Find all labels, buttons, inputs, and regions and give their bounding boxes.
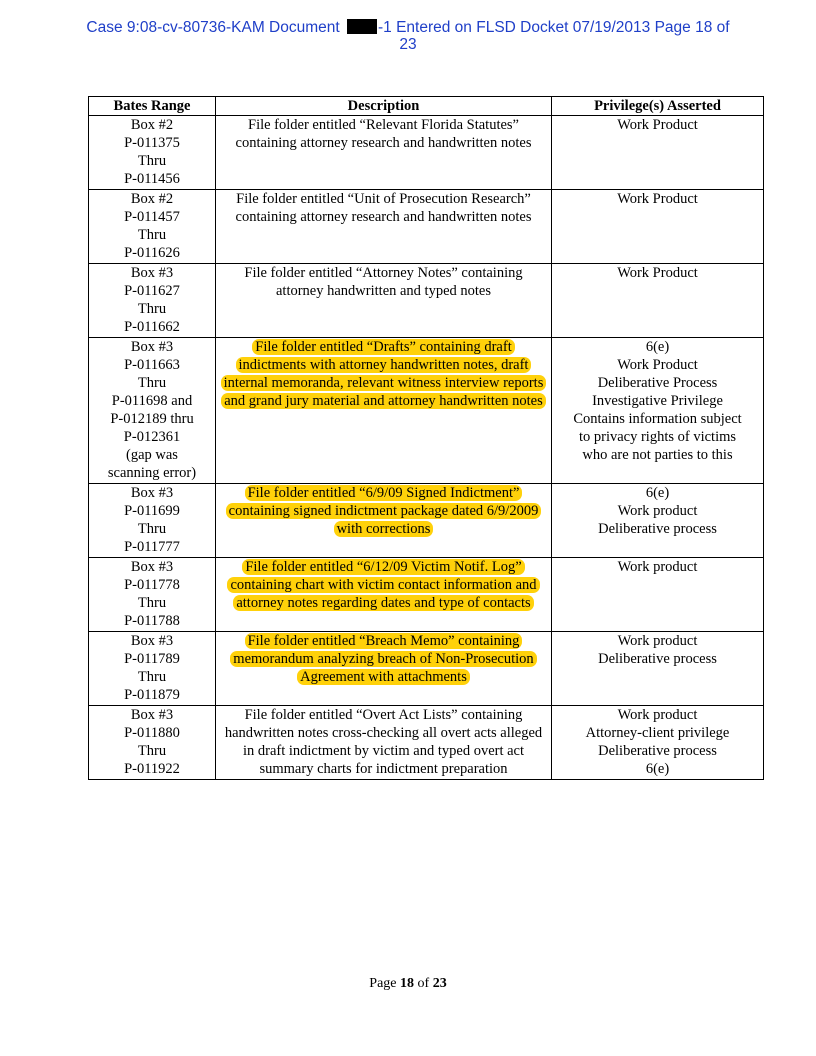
bates-range-line: Thru <box>137 301 167 317</box>
docket-header-line2: 23 <box>399 36 417 53</box>
highlighted-description-text: File folder entitled “6/12/09 Victim Notif. Log” containing chart with victim contact information and attorney notes regarding dates and type of contacts <box>227 559 539 611</box>
docket-header-line1 <box>0 19 816 36</box>
bates-range-line: Box #3 <box>130 633 174 649</box>
bates-range-line: Box #3 <box>130 559 174 575</box>
privileges-cell <box>552 706 764 780</box>
privilege-line: Deliberative process <box>598 651 717 667</box>
bates-range-line: P-011788 <box>124 613 180 629</box>
bates-range-cell <box>89 706 216 780</box>
description-text: File folder entitled “Attorney Notes” containing attorney handwritten and typed notes <box>244 265 523 299</box>
privilege-line: Deliberative Process <box>597 375 718 391</box>
privileges-cell <box>552 264 764 338</box>
description-text: File folder entitled “Relevant Florida Statutes” containing attorney research and handwritten notes <box>235 117 532 151</box>
description-text: File folder entitled “Unit of Prosecution Research” containing attorney research and handwritten notes <box>235 191 532 225</box>
column-header-description: Description <box>216 97 552 116</box>
privilege-line: Contains information subject <box>573 411 742 427</box>
bates-range-line: P-011778 <box>124 577 180 593</box>
table-row <box>89 558 764 632</box>
highlighted-description-text: File folder entitled “Breach Memo” containing memorandum analyzing breach of Non-Prosecution Agreement with attachments <box>230 633 536 685</box>
bates-range-line: Thru <box>137 669 167 685</box>
table-row <box>89 632 764 706</box>
footer-of: of <box>414 976 433 991</box>
bates-range-line: Thru <box>137 153 167 169</box>
bates-range-line: P-012361 <box>123 429 181 445</box>
privilege-line: Deliberative process <box>598 521 717 537</box>
bates-range-line: P-011879 <box>124 687 180 703</box>
bates-range-line: Thru <box>137 375 167 391</box>
privilege-log-table <box>88 96 764 780</box>
highlighted-description-text: File folder entitled “Drafts” containing draft indictments with attorney handwritten notes, draft internal memoranda, relevant witness interview reports and grand jury material and attorney handwritten notes <box>221 339 547 409</box>
bates-range-cell <box>89 264 216 338</box>
description-cell <box>216 706 552 780</box>
bates-range-line: P-011375 <box>124 135 180 151</box>
footer-prefix: Page <box>369 976 401 991</box>
bates-range-line: P-011626 <box>124 245 180 261</box>
docket-header <box>0 19 816 53</box>
bates-range-line: P-011698 and <box>111 393 193 409</box>
privilege-line: Work Product <box>617 117 698 133</box>
bates-range-line: Thru <box>137 227 167 243</box>
footer-current-page: 18 <box>400 976 415 991</box>
table-row <box>89 484 764 558</box>
privilege-line: who are not parties to this <box>582 447 733 463</box>
privilege-line: Work Product <box>617 357 698 373</box>
privilege-line: Work product <box>617 559 698 575</box>
privilege-line: Work Product <box>617 191 698 207</box>
privileges-cell <box>552 116 764 190</box>
privileges-cell <box>552 632 764 706</box>
bates-range-line: Thru <box>137 743 167 759</box>
description-cell <box>216 264 552 338</box>
bates-range-line: (gap was <box>126 447 178 463</box>
privilege-line: Deliberative process <box>598 743 717 759</box>
table-row <box>89 116 764 190</box>
privileges-cell <box>552 558 764 632</box>
privileges-cell <box>552 338 764 484</box>
bates-range-line: P-011456 <box>124 171 180 187</box>
privilege-line: 6(e) <box>645 761 670 777</box>
bates-range-line: P-011662 <box>124 319 180 335</box>
column-header-privileges: Privilege(s) Asserted <box>552 97 764 116</box>
bates-range-cell <box>89 338 216 484</box>
table-row <box>89 706 764 780</box>
privilege-line: 6(e) <box>645 485 670 501</box>
docket-header-text-b: -1 Entered on FLSD Docket 07/19/2013 Page 18 of <box>378 19 730 36</box>
bates-range-line: P-011627 <box>124 283 180 299</box>
bates-range-line: P-012189 thru <box>110 411 194 427</box>
privilege-line: Work product <box>617 503 698 519</box>
table-row <box>89 264 764 338</box>
bates-range-line: P-011777 <box>124 539 180 555</box>
privileges-cell <box>552 190 764 264</box>
table-row <box>89 190 764 264</box>
bates-range-cell <box>89 484 216 558</box>
description-cell <box>216 190 552 264</box>
table-header-row <box>89 97 764 116</box>
privileges-cell <box>552 484 764 558</box>
table-body <box>89 116 764 780</box>
description-cell <box>216 558 552 632</box>
bates-range-line: Thru <box>137 595 167 611</box>
bates-range-line: Box #2 <box>130 191 174 207</box>
privilege-line: Attorney-client privilege <box>585 725 730 741</box>
bates-range-line: Box #2 <box>130 117 174 133</box>
bates-range-cell <box>89 558 216 632</box>
privilege-line: to privacy rights of victims <box>578 429 737 445</box>
redaction-block <box>347 19 377 34</box>
privilege-line: Work Product <box>617 265 698 281</box>
description-cell <box>216 484 552 558</box>
bates-range-line: scanning error) <box>107 465 197 481</box>
bates-range-line: Box #3 <box>130 707 174 723</box>
highlighted-description-text: File folder entitled “6/9/09 Signed Indictment” containing signed indictment package dated 6/9/2009 with corrections <box>226 485 542 537</box>
bates-range-line: P-011922 <box>124 761 180 777</box>
page-footer <box>0 976 816 992</box>
description-text: File folder entitled “Overt Act Lists” containing handwritten notes cross-checking all overt acts alleged in draft indictment by victim and typed overt act summary charts for indictment preparation <box>224 707 543 777</box>
column-header-bates-range: Bates Range <box>89 97 216 116</box>
bates-range-cell <box>89 116 216 190</box>
bates-range-cell <box>89 190 216 264</box>
privilege-line: 6(e) <box>645 339 670 355</box>
bates-range-line: Box #3 <box>130 485 174 501</box>
footer-total-pages: 23 <box>432 976 447 991</box>
bates-range-cell <box>89 632 216 706</box>
bates-range-line: Thru <box>137 521 167 537</box>
bates-range-line: P-011699 <box>124 503 180 519</box>
bates-range-line: P-011663 <box>124 357 180 373</box>
description-cell <box>216 338 552 484</box>
bates-range-line: Box #3 <box>130 265 174 281</box>
bates-range-line: P-011880 <box>124 725 180 741</box>
table-row <box>89 338 764 484</box>
docket-header-text-a: Case 9:08-cv-80736-KAM Document <box>86 19 344 36</box>
privilege-line: Work product <box>617 633 698 649</box>
privilege-line: Investigative Privilege <box>592 393 723 409</box>
bates-range-line: P-011457 <box>124 209 180 225</box>
bates-range-line: Box #3 <box>130 339 174 355</box>
bates-range-line: P-011789 <box>124 651 180 667</box>
description-cell <box>216 116 552 190</box>
privilege-line: Work product <box>617 707 698 723</box>
description-cell <box>216 632 552 706</box>
